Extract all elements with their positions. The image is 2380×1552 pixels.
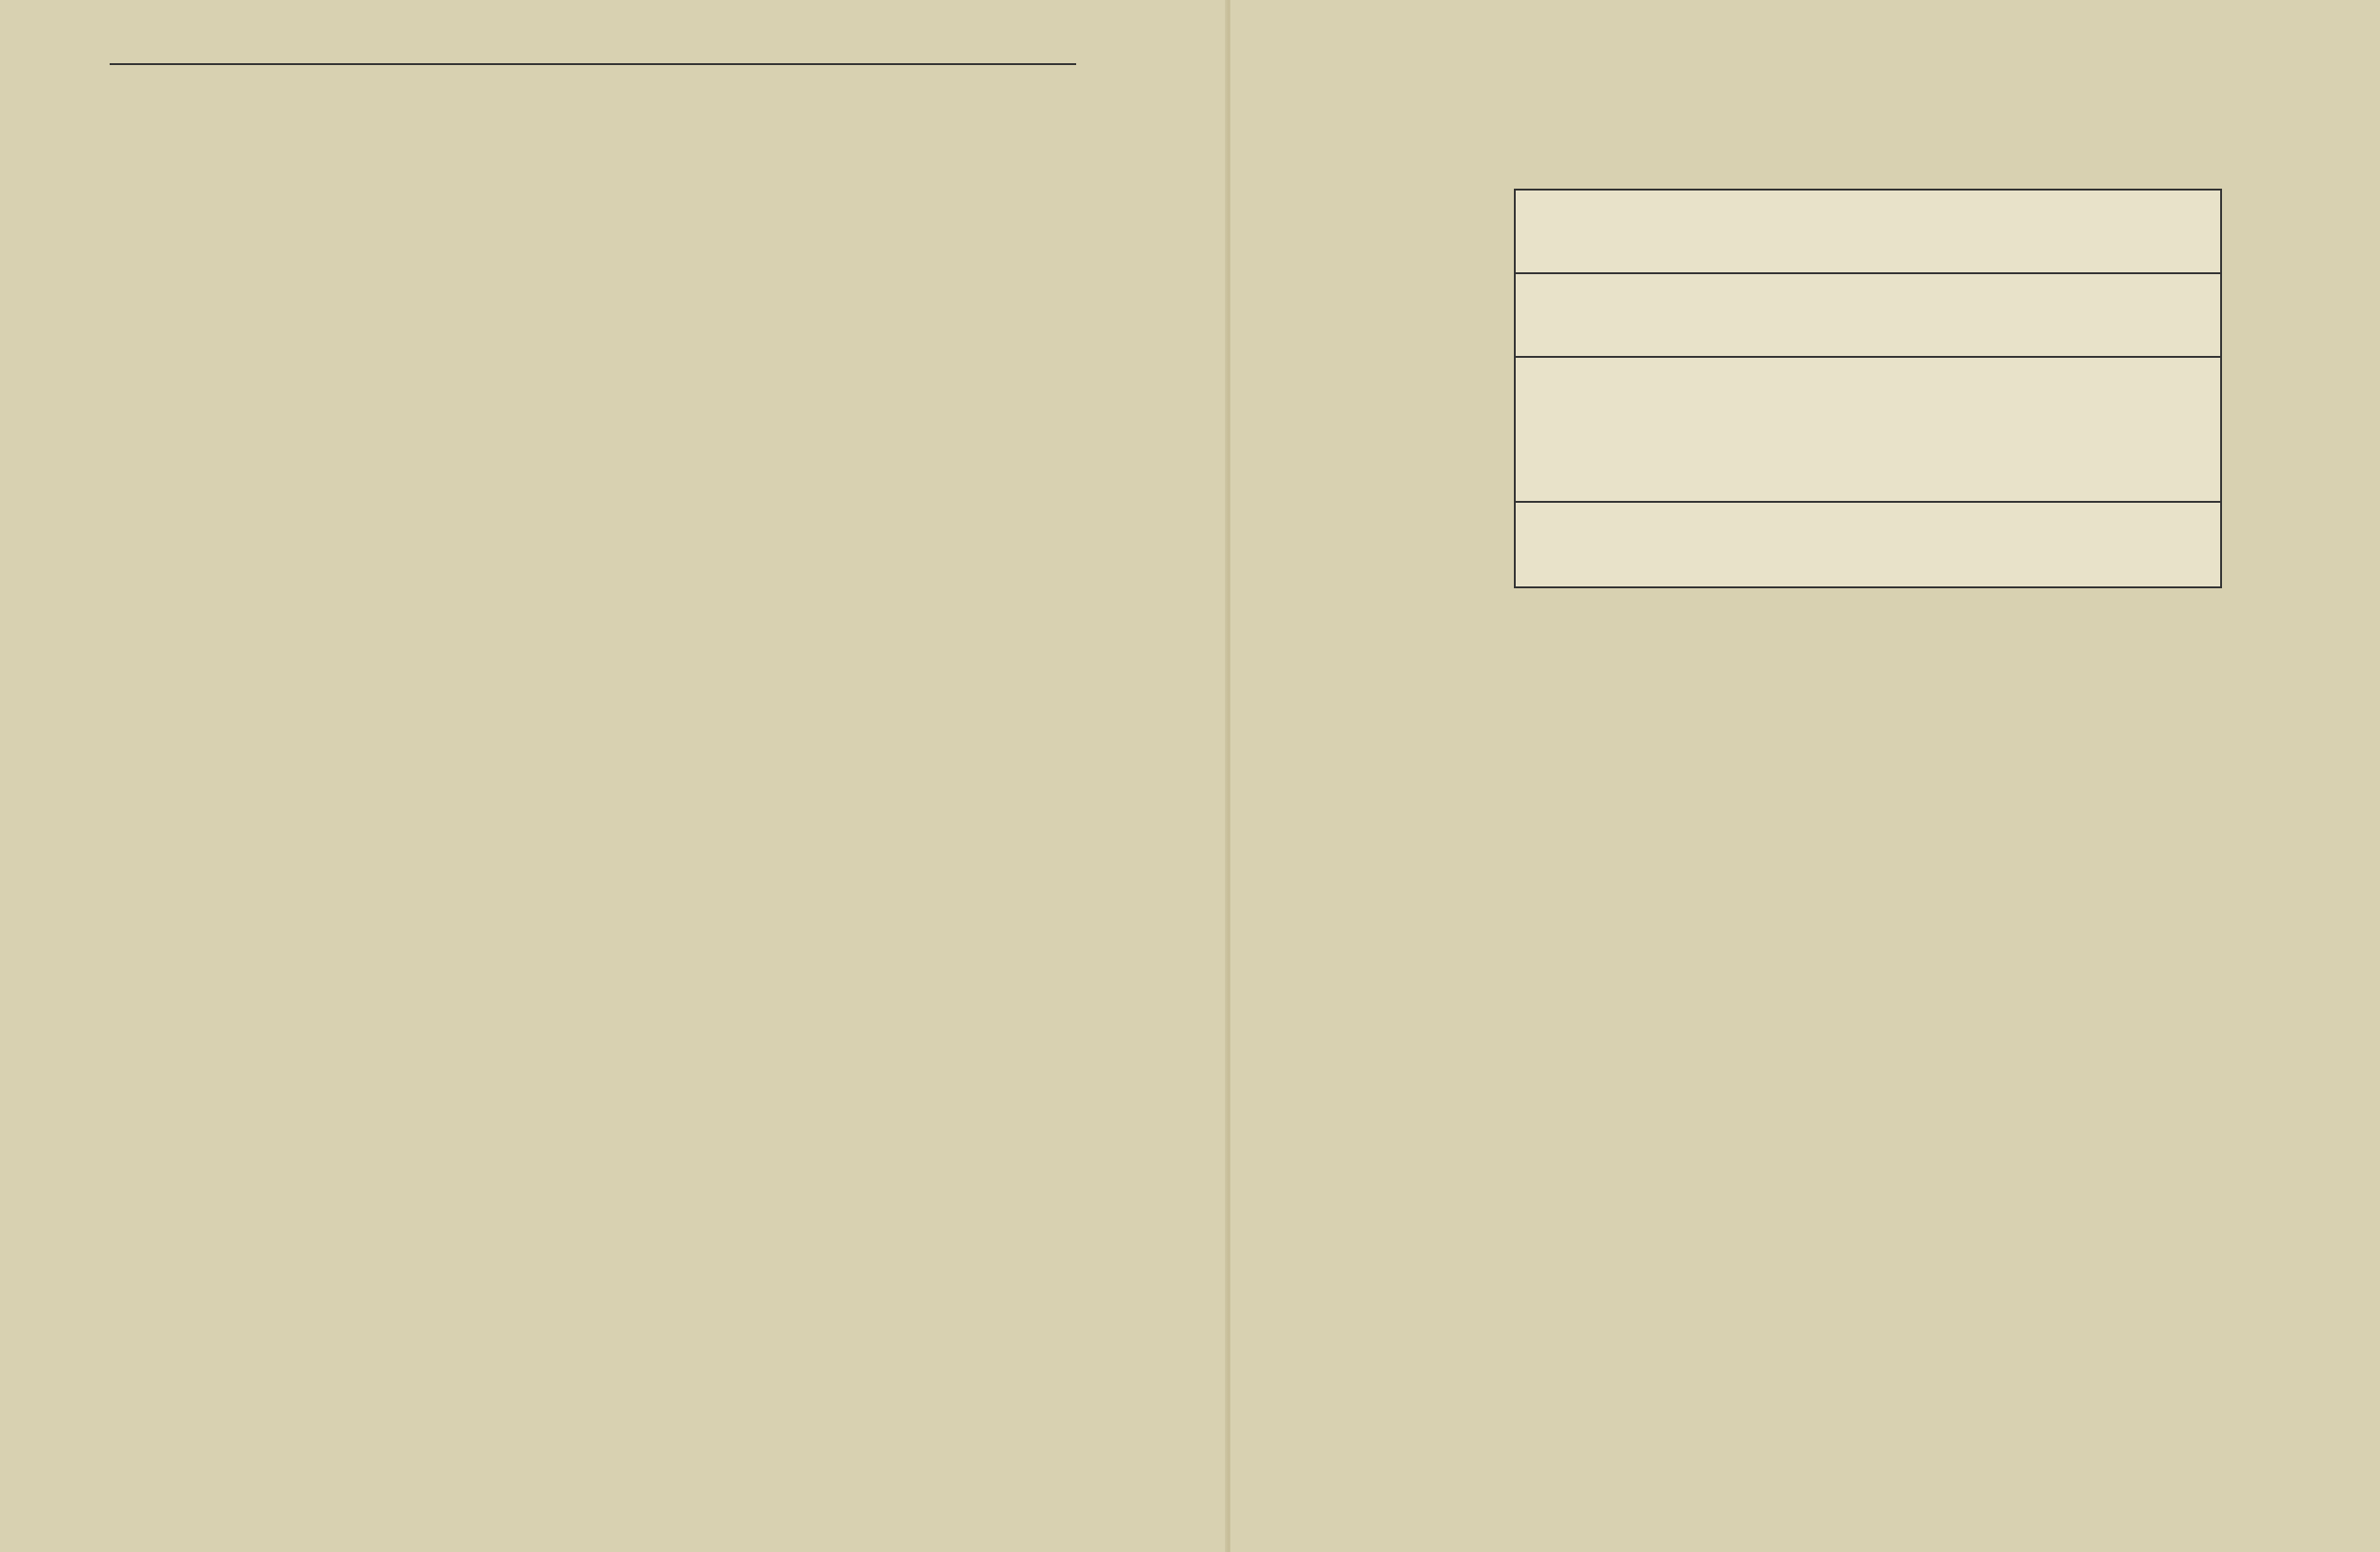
osi-model-figure	[121, 869, 1013, 1403]
title-rule	[110, 63, 1076, 65]
tcpip-frame	[1515, 190, 2221, 587]
tcpip-figure	[1506, 184, 2230, 602]
